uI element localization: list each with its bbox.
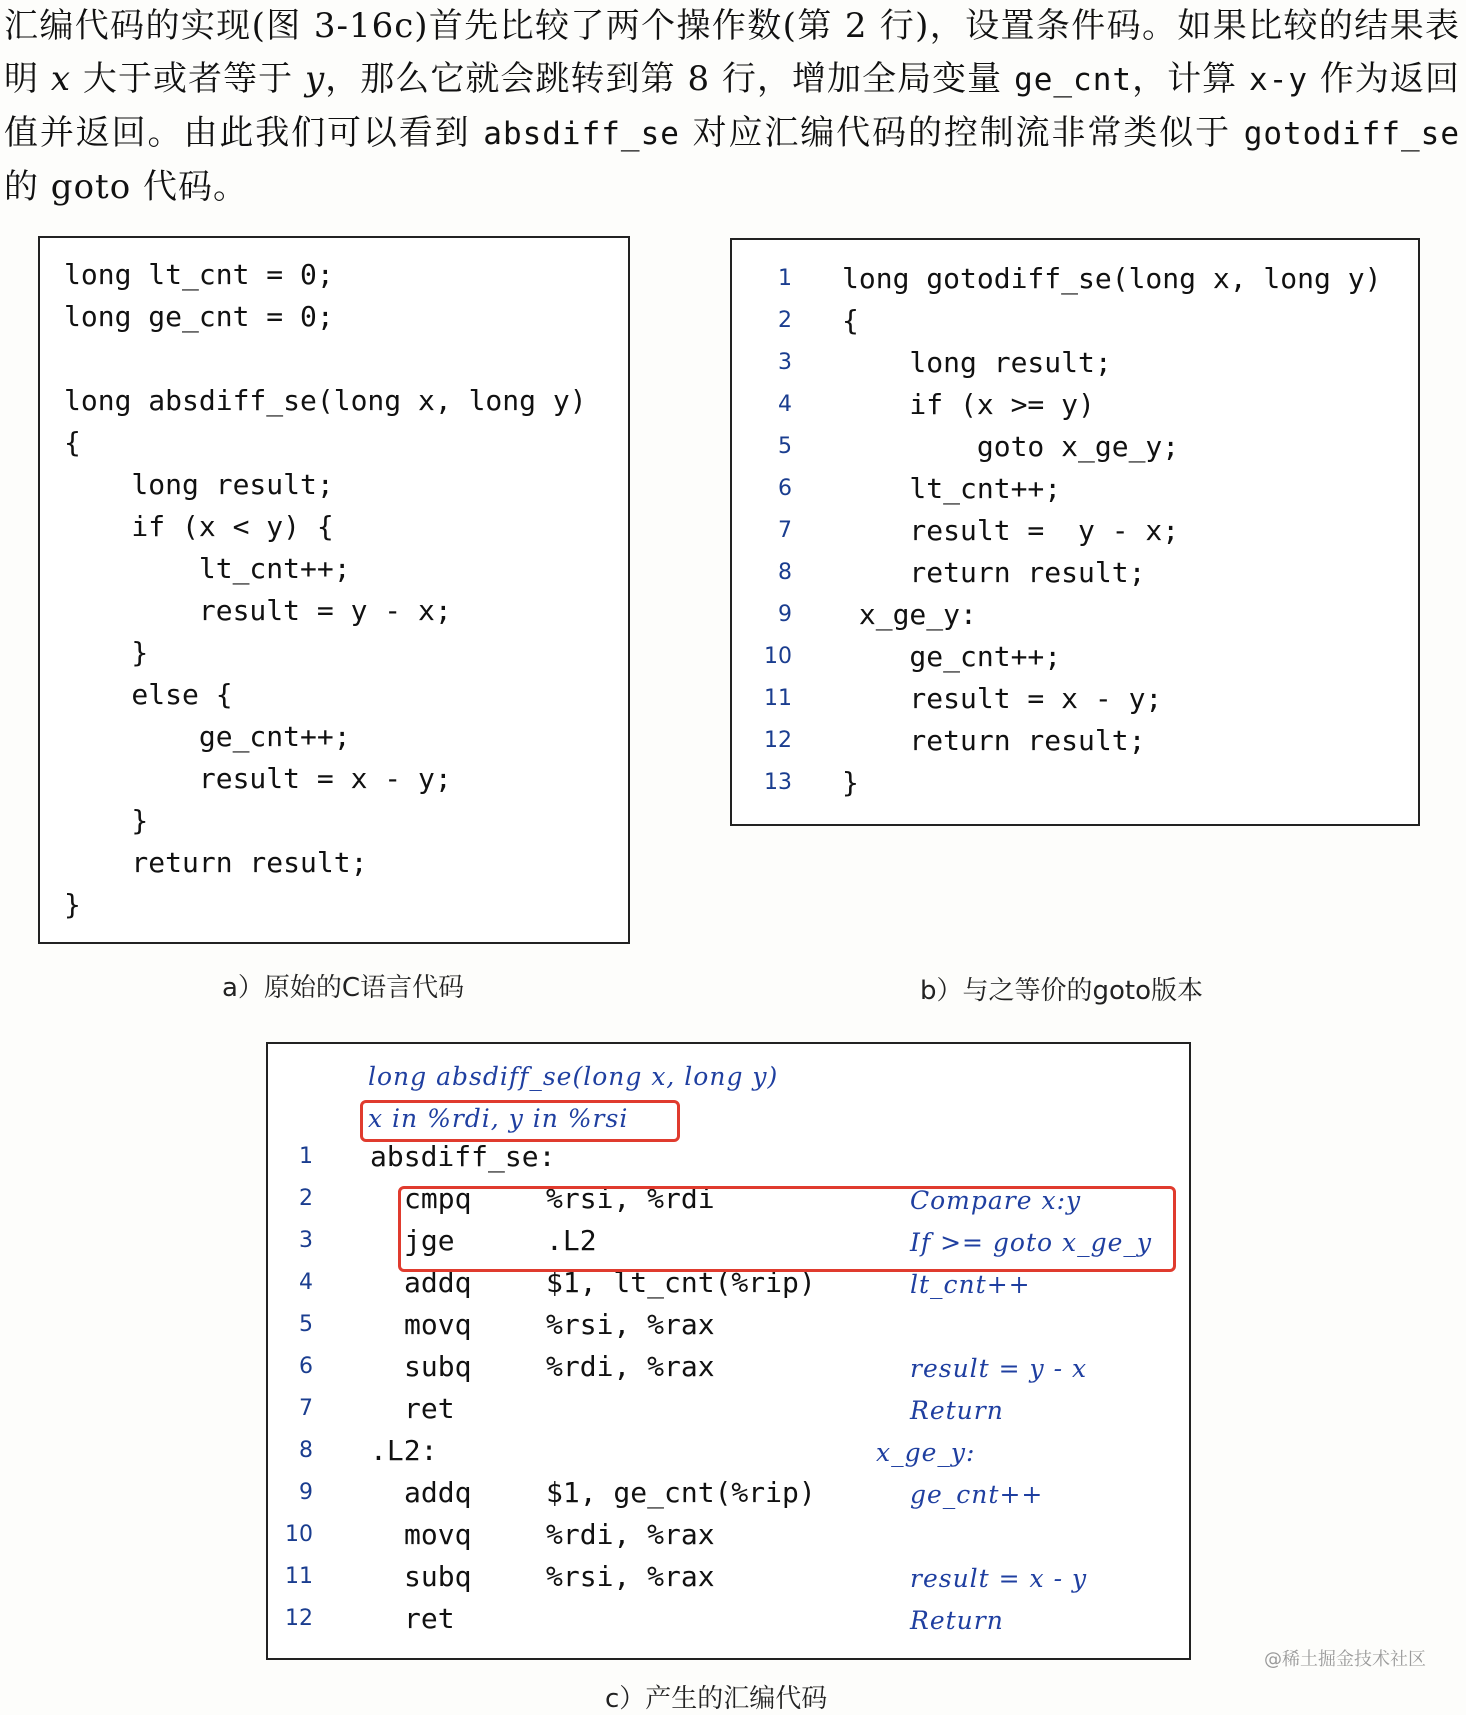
asm-line-number: 1 [299, 1144, 313, 1169]
highlight-compare-jump [398, 1186, 1176, 1272]
asm-comment: Return [910, 1396, 1004, 1425]
panel-b-line: ge_cnt++; [842, 640, 1062, 673]
asm-operands: $1, ge_cnt(%rip) [546, 1476, 816, 1509]
code-ge-cnt: ge_cnt [1014, 62, 1133, 98]
panel-a-box [38, 236, 630, 944]
panel-a-line: } [64, 888, 81, 921]
intro-text-3: ，那么它就会跳转到第 8 行，增加全局变量 [325, 59, 1015, 99]
watermark: @稀土掘金技术社区 [1264, 1649, 1426, 1670]
var-y: y [304, 59, 326, 99]
highlight-registers [360, 1100, 680, 1142]
asm-line-number: 7 [299, 1396, 313, 1421]
asm-operands: %rdi, %rax [546, 1518, 715, 1551]
panel-b-line: return result; [842, 724, 1146, 757]
asm-comment: result = x - y [910, 1564, 1088, 1593]
asm-comment: Compare x:y [910, 1186, 1082, 1215]
asm-comment: lt_cnt++ [910, 1270, 1031, 1299]
asm-operands: .L2 [546, 1224, 597, 1257]
panel-c-box [266, 1042, 1191, 1660]
asm-header-signature: long absdiff_se(long x, long y) [368, 1062, 779, 1091]
panel-a-line: result = x - y; [64, 762, 452, 795]
line-number: 8 [778, 560, 792, 585]
intro-text-6: 对应汇编代码的控制流非常类似于 [679, 113, 1244, 153]
panel-a-line: result = y - x; [64, 594, 452, 627]
intro-text-1: 汇编代码的实现(图 3-16c)首先比较了两个操作数(第 2 行)，设置条件码。如果比较的结果表明 [4, 6, 1460, 99]
line-number: 13 [764, 770, 792, 795]
asm-line-number: 9 [299, 1480, 313, 1505]
asm-operands: %rsi, %rax [546, 1308, 715, 1341]
asm-comment: If >= goto x_ge_y [910, 1228, 1153, 1257]
asm-opcode: addq [404, 1476, 472, 1509]
asm-opcode: ret [404, 1392, 455, 1425]
line-number: 11 [764, 686, 792, 711]
asm-opcode: addq [404, 1266, 472, 1299]
panel-b-line: lt_cnt++; [842, 472, 1062, 505]
intro-text-4: ，计算 [1132, 59, 1250, 99]
code-gotodiff-se: gotodiff_se [1243, 116, 1460, 152]
panel-a-line: lt_cnt++; [64, 552, 351, 585]
line-number: 7 [778, 518, 792, 543]
line-number: 10 [764, 644, 792, 669]
line-number: 6 [778, 476, 792, 501]
panel-a-line: long lt_cnt = 0; [64, 258, 334, 291]
intro-text-7: 的 goto 代码。 [4, 167, 248, 207]
panel-a-line: long result; [64, 468, 334, 501]
panel-b-line: result = x - y; [842, 682, 1163, 715]
panel-a-line: ge_cnt++; [64, 720, 351, 753]
line-number: 5 [778, 434, 792, 459]
asm-comment: ge_cnt++ [910, 1480, 1044, 1509]
panel-a-line: else { [64, 678, 233, 711]
panel-a-line: long absdiff_se(long x, long y) [64, 384, 587, 417]
asm-opcode: ret [404, 1602, 455, 1635]
intro-text-2: 大于或者等于 [71, 59, 305, 99]
asm-operands: %rsi, %rax [546, 1560, 715, 1593]
panel-a-line: long ge_cnt = 0; [64, 300, 334, 333]
asm-opcode: jge [404, 1224, 455, 1257]
asm-line-number: 10 [285, 1522, 313, 1547]
panel-b-line: long result; [842, 346, 1112, 379]
asm-operands: %rsi, %rdi [546, 1182, 715, 1215]
asm-opcode: subq [404, 1560, 472, 1593]
line-number: 9 [778, 602, 792, 627]
asm-comment: Return [910, 1606, 1004, 1635]
asm-line-number: 11 [285, 1564, 313, 1589]
asm-opcode: cmpq [404, 1182, 472, 1215]
asm-line-number: 5 [299, 1312, 313, 1337]
panel-a-line: } [64, 804, 149, 837]
asm-line-number: 3 [299, 1228, 313, 1253]
panel-c-caption: c）产生的汇编代码 [605, 1684, 828, 1714]
asm-opcode: subq [404, 1350, 472, 1383]
line-number: 3 [778, 350, 792, 375]
panel-a-line: { [64, 426, 81, 459]
var-x: x [50, 59, 72, 99]
panel-b-line: return result; [842, 556, 1146, 589]
panel-b-line: if (x >= y) [842, 388, 1095, 421]
code-x-minus-y: x-y [1249, 62, 1309, 98]
asm-label: absdiff_se: [370, 1140, 556, 1173]
intro-text-5: 作为返回值并返回。由此我们可以看到 [4, 59, 1460, 153]
code-absdiff-se: absdiff_se [483, 116, 680, 152]
panel-b-line: } [842, 766, 859, 799]
asm-line-number: 2 [299, 1186, 313, 1211]
asm-line-number: 6 [299, 1354, 313, 1379]
asm-line-number: 4 [299, 1270, 313, 1295]
asm-comment: x_ge_y: [876, 1438, 976, 1467]
line-number: 2 [778, 308, 792, 333]
asm-header-registers: x in %rdi, y in %rsi [368, 1104, 629, 1133]
asm-comment: result = y - x [910, 1354, 1088, 1383]
asm-line-number: 8 [299, 1438, 313, 1463]
panel-b-line: result = y - x; [842, 514, 1180, 547]
panel-a-line: return result; [64, 846, 368, 879]
line-number: 1 [778, 266, 792, 291]
panel-a-line: if (x < y) { [64, 510, 334, 543]
line-number: 4 [778, 392, 792, 417]
panel-b-box [730, 238, 1420, 826]
asm-opcode: movq [404, 1518, 472, 1551]
intro-paragraph [4, 0, 1460, 214]
panel-b-line: goto x_ge_y; [842, 430, 1180, 463]
panel-b-line: { [842, 304, 859, 337]
panel-b-caption: b）与之等价的goto版本 [920, 976, 1204, 1006]
panel-a-caption: a）原始的C语言代码 [222, 973, 465, 1003]
line-number: 12 [764, 728, 792, 753]
panel-a-line: } [64, 636, 149, 669]
asm-label: .L2: [370, 1434, 438, 1467]
panel-b-line: long gotodiff_se(long x, long y) [842, 262, 1382, 295]
asm-operands: %rdi, %rax [546, 1350, 715, 1383]
asm-operands: $1, lt_cnt(%rip) [546, 1266, 816, 1299]
asm-line-number: 12 [285, 1606, 313, 1631]
asm-opcode: movq [404, 1308, 472, 1341]
panel-b-line: x_ge_y: [842, 598, 977, 631]
